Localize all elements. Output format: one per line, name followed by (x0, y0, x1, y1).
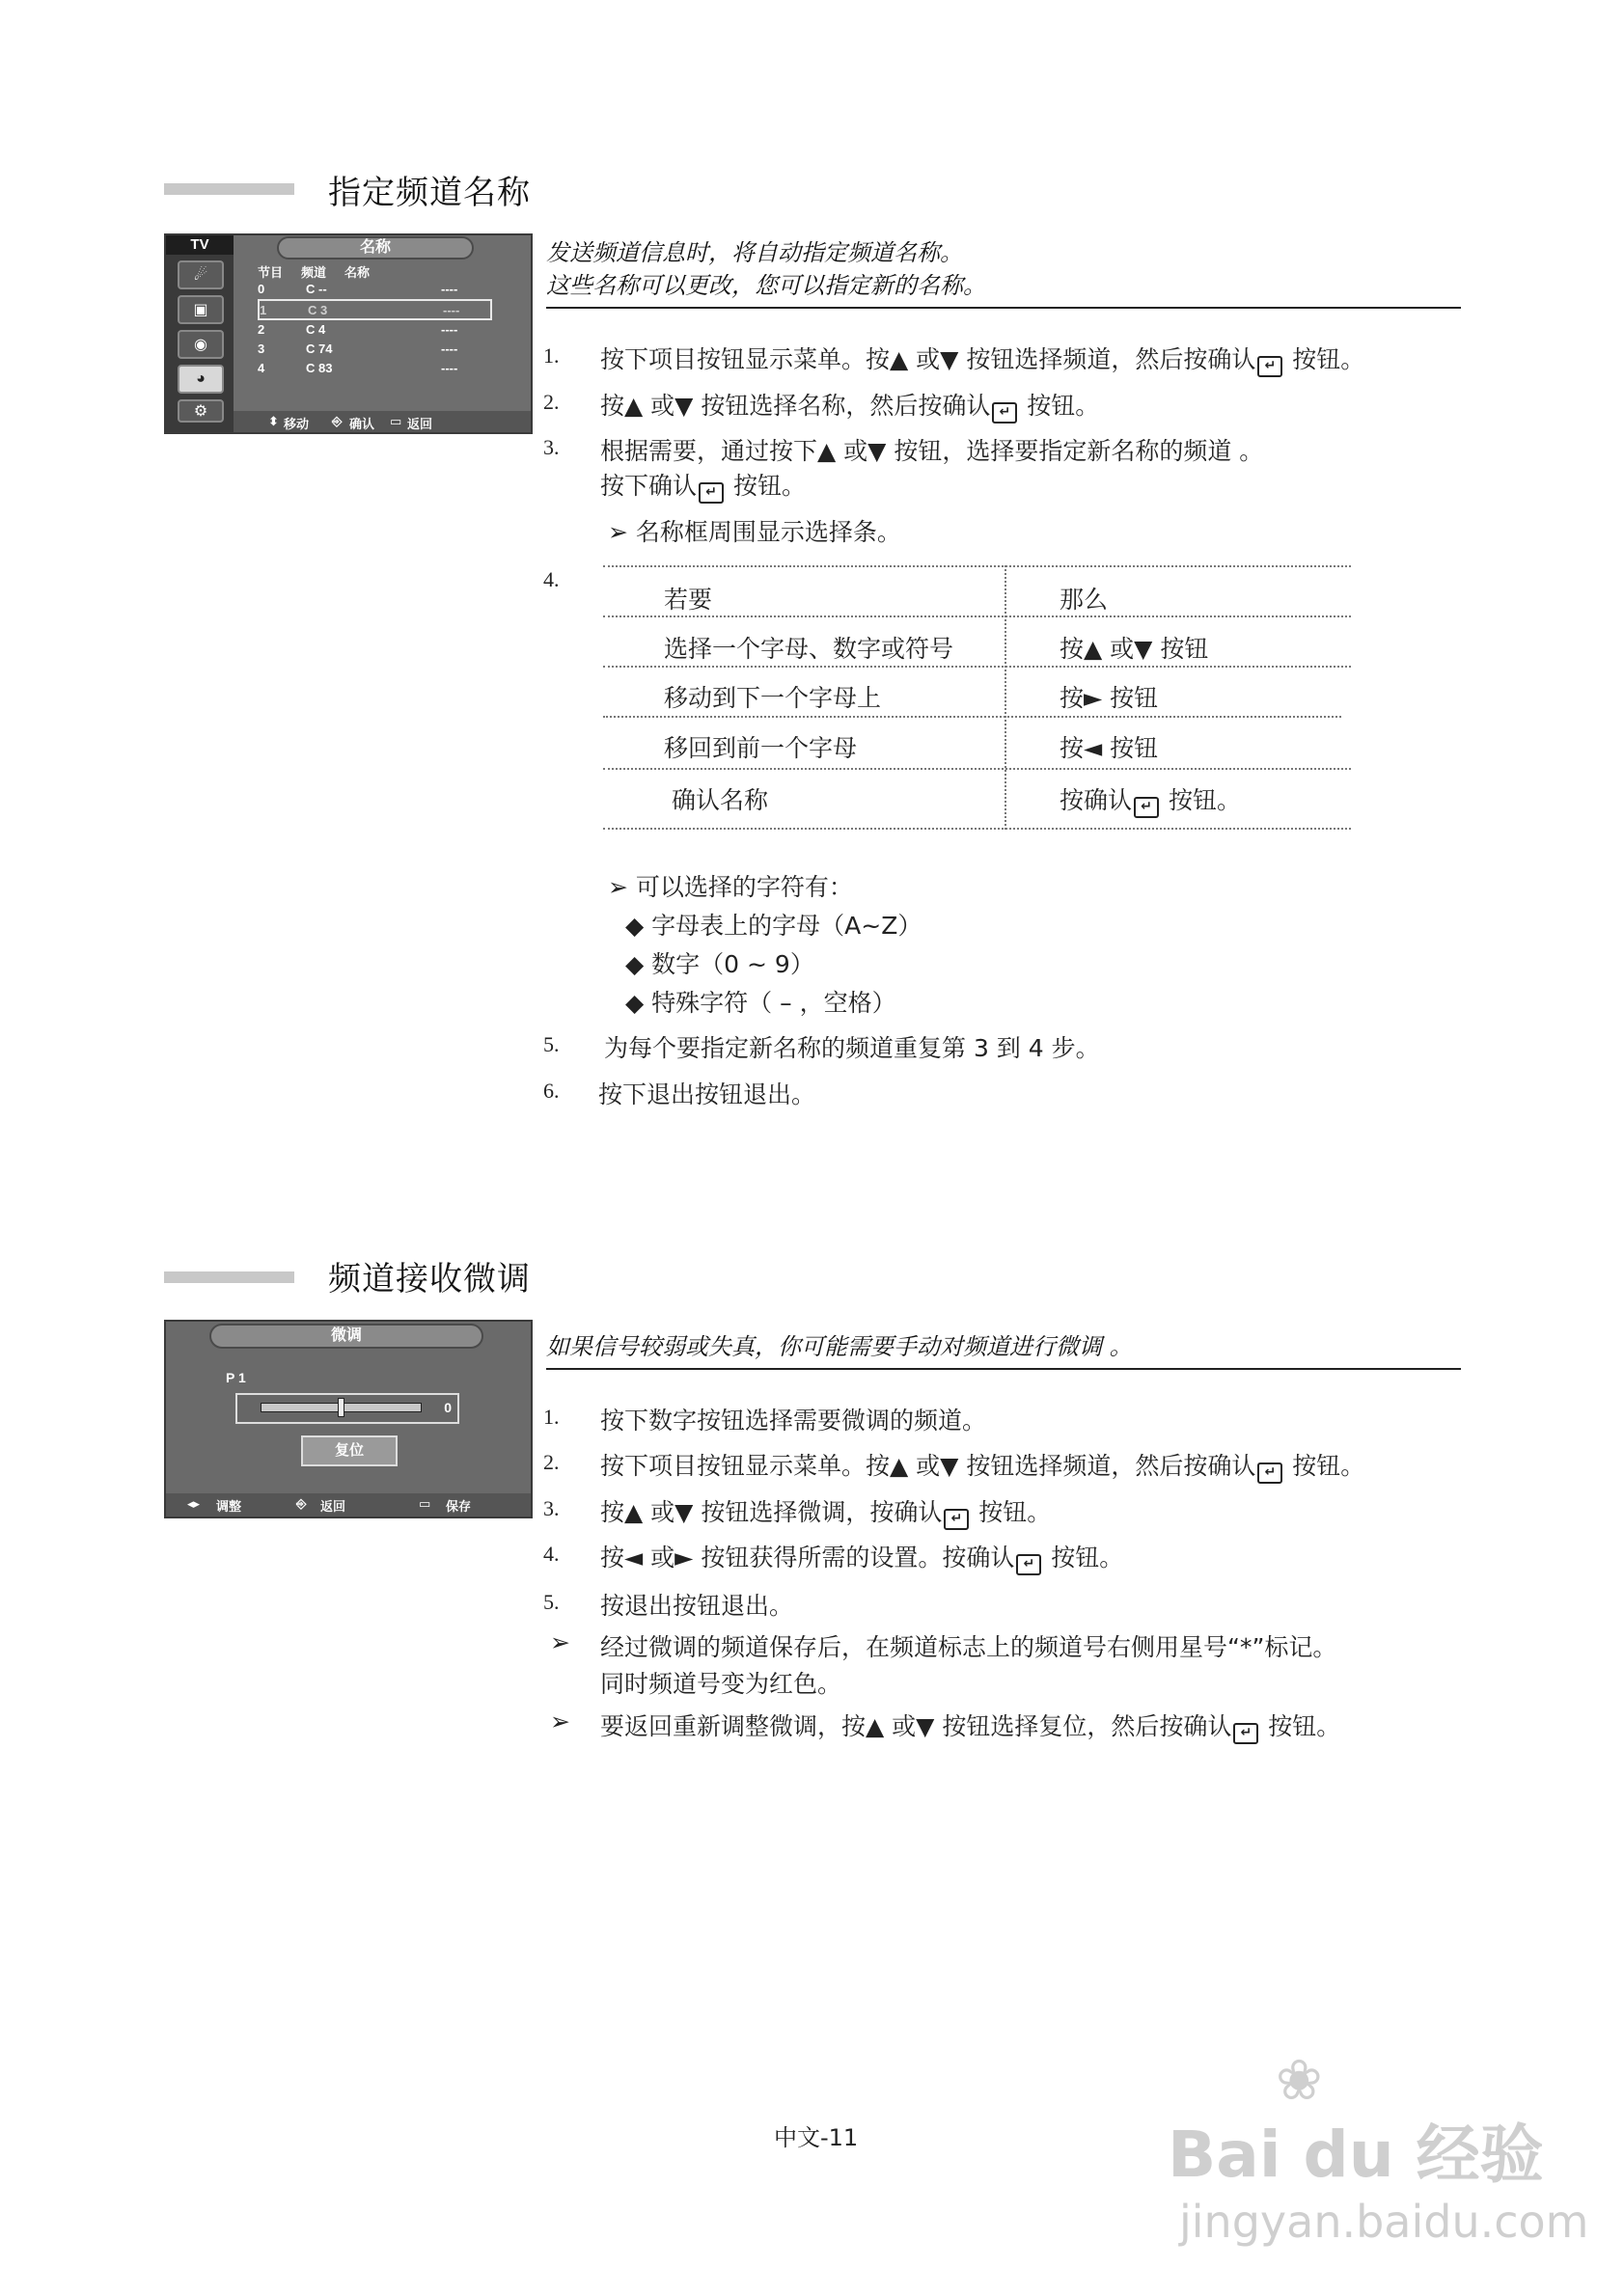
enter-icon: ↵ (1233, 1723, 1258, 1744)
table-row[interactable]: 0 C -- ---- (258, 282, 458, 296)
note-select: ➢ 名称框周围显示选择条。 (608, 518, 901, 546)
note-mark: ➢ (550, 1708, 570, 1736)
step-number: 2. (543, 390, 560, 414)
table-cell: 按◄ 按钮 (1060, 734, 1159, 762)
note-text: 同时频道号变为红色。 (600, 1670, 842, 1698)
osd-header: 微调 (209, 1324, 483, 1349)
step-number: 6. (543, 1079, 560, 1103)
note-text: 经过微调的频道保存后，在频道标志上的频道号右侧用星号“*”标记。 (600, 1633, 1337, 1661)
step-text: 按下项目按钮显示菜单。按▲ 或▼ 按钮选择频道，然后按确认 ↵ 按钮。 (600, 1447, 1364, 1484)
return-icon: ⎆ (296, 1496, 307, 1511)
table-header-left: 若要 (664, 586, 713, 614)
section2-intro: 如果信号较弱或失真，你可能需要手动对频道进行微调 。 (546, 1333, 1133, 1360)
table-cell: 按► 按钮 (1060, 684, 1159, 712)
step-number: 2. (543, 1450, 560, 1474)
updown-icon: ⬍ (268, 414, 279, 428)
note-text: 要返回重新调整微调，按▲ 或▼ 按钮选择复位，然后按确认 ↵ 按钮。 (600, 1708, 1340, 1744)
table-cell: 确认名称 (672, 786, 769, 814)
osd-footer: ◂▸ 调整 ⎆ 返回 ▭ 保存 (166, 1493, 531, 1517)
section1-intro-line2: 这些名称可以更改，您可以指定新的名称。 (546, 272, 986, 299)
slider-handle[interactable] (338, 1398, 344, 1417)
note-chars: ➢ 可以选择的字符有： (608, 873, 853, 901)
section2-bar (164, 1271, 294, 1283)
col-channel: 频道 (301, 265, 327, 280)
step-text: 按▲ 或▼ 按钮选择微调，按确认 ↵ 按钮。 (600, 1493, 1051, 1530)
step-text: 按◄ 或► 按钮获得所需的设置。按确认 ↵ 按钮。 (600, 1539, 1123, 1575)
setup-icon: ⚙ (178, 399, 224, 423)
channel-icon: ◕ (178, 365, 224, 394)
char-item: ◆ 特殊字符（ – ，空格） (625, 989, 896, 1017)
osd-footer: ⬍ 移动 ⎆ 确认 ▭ 返回 (234, 411, 531, 432)
table-cell: 移动到下一个字母上 (664, 684, 882, 712)
table-row-selected[interactable]: 1 C 3 ---- (258, 299, 492, 320)
char-item: ◆ 数字（0 ~ 9） (625, 950, 814, 978)
osd-header: 名称 (277, 236, 474, 260)
osd-prog: P 1 (226, 1370, 246, 1385)
table-cell: 选择一个字母、数字或符号 (664, 635, 954, 663)
table-cell: 移回到前一个字母 (664, 734, 858, 762)
step-number: 3. (543, 435, 560, 459)
step-text: 根据需要，通过按下▲ 或▼ 按钮，选择要指定新名称的频道 。 (600, 437, 1264, 465)
step-number: 1. (543, 1405, 560, 1429)
note-mark: ➢ (550, 1628, 570, 1656)
enter-icon: ↵ (1134, 797, 1159, 818)
section2-title: 频道接收微调 (328, 1260, 531, 1298)
step-text: 按退出按钮退出。 (600, 1592, 794, 1620)
enter-icon: ↵ (992, 402, 1017, 424)
step-text: 按下确认 ↵ 按钮。 (600, 467, 806, 504)
step-number: 4. (543, 1542, 560, 1566)
return-icon: ▭ (390, 414, 402, 428)
col-name: 名称 (344, 265, 371, 280)
step-text: 按▲ 或▼ 按钮选择名称，然后按确认 ↵ 按钮。 (600, 387, 1099, 424)
save-icon: ▭ (419, 1496, 431, 1511)
step-number: 5. (543, 1590, 560, 1614)
fine-tune-osd (164, 1320, 533, 1518)
section1-intro-line1: 发送频道信息时，将自动指定频道名称。 (546, 239, 963, 266)
enter-icon: ↵ (1257, 1462, 1282, 1484)
table-row[interactable]: 4 C 83 ---- (258, 361, 458, 375)
antenna-icon: ☄ (178, 260, 224, 289)
step-number: 4. (543, 567, 560, 591)
osd-tv-label: TV (166, 235, 234, 255)
picture-icon: ▣ (178, 295, 224, 324)
enter-icon: ↵ (1016, 1554, 1041, 1575)
step-text: 按下项目按钮显示菜单。按▲ 或▼ 按钮选择频道，然后按确认 ↵ 按钮。 (600, 341, 1364, 377)
channel-name-osd (164, 233, 533, 434)
watermark-brand: Bai du 经验 (1168, 2118, 1544, 2192)
table-row[interactable]: 3 C 74 ---- (258, 342, 458, 356)
enter-icon: ↵ (944, 1509, 969, 1530)
reset-button[interactable]: 复位 (301, 1435, 398, 1466)
slider-value: 0 (444, 1400, 452, 1415)
section1-bar (164, 183, 294, 195)
step-text: 为每个要指定新名称的频道重复第 3 到 4 步。 (604, 1034, 1100, 1062)
section1-rule (546, 307, 1461, 309)
step-text: 按下数字按钮选择需要微调的频道。 (600, 1407, 987, 1435)
char-item: ◆ 字母表上的字母（A~Z） (625, 912, 922, 940)
step-text: 按下退出按钮退出。 (598, 1080, 816, 1108)
step-number: 5. (543, 1032, 560, 1056)
step-number: 1. (543, 343, 560, 368)
fine-tune-slider[interactable] (235, 1393, 459, 1424)
enter-icon: ↵ (1257, 356, 1282, 377)
table-header-right: 那么 (1060, 586, 1109, 614)
watermark-url: jingyan.baidu.com (1179, 2196, 1589, 2248)
section1-title: 指定频道名称 (328, 174, 531, 212)
col-prog: 节目 (258, 265, 284, 280)
baidu-paw-icon: ❀ (1276, 2047, 1323, 2113)
table-row[interactable]: 2 C 4 ---- (258, 322, 458, 337)
sound-icon: ◉ (178, 330, 224, 359)
table-cell: 按▲ 或▼ 按钮 (1060, 635, 1209, 663)
step-number: 3. (543, 1496, 560, 1520)
enter-icon: ⎆ (332, 414, 343, 428)
leftright-icon: ◂▸ (187, 1496, 201, 1511)
section2-rule (546, 1368, 1461, 1370)
page-number: 中文-11 (774, 2124, 859, 2151)
table-cell: 按确认 ↵ 按钮。 (1060, 781, 1241, 818)
enter-icon: ↵ (699, 482, 724, 504)
